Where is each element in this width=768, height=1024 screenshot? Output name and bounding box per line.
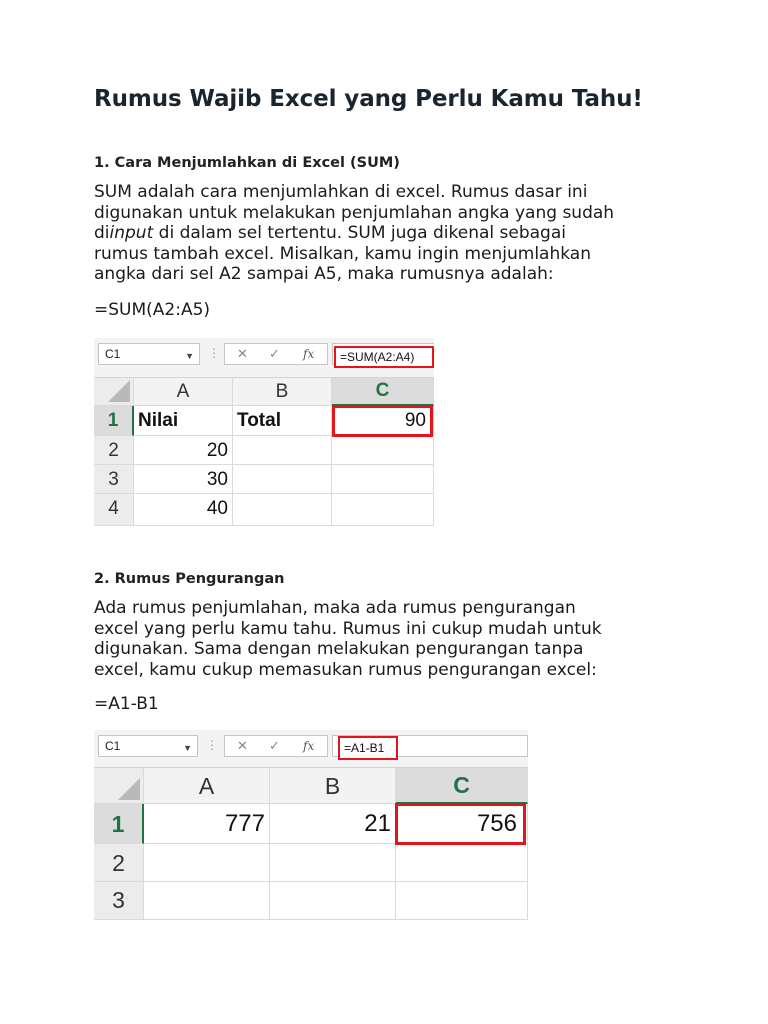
cell-b2[interactable] bbox=[233, 436, 332, 465]
formula-text-highlight: =A1-B1 bbox=[338, 736, 398, 760]
paragraph-line: excel yang perlu kamu tahu. Rumus ini cukup mudah untuk bbox=[94, 618, 602, 639]
cell-a4[interactable]: 40 bbox=[134, 494, 233, 526]
column-header-b[interactable]: B bbox=[233, 378, 332, 406]
splitter-icon[interactable]: ⋮ bbox=[208, 346, 219, 360]
select-all-corner[interactable] bbox=[94, 378, 134, 406]
fx-icon[interactable]: fx bbox=[303, 347, 315, 361]
formula-text-highlight: =SUM(A2:A4) bbox=[334, 346, 434, 368]
cell-a1[interactable]: Nilai bbox=[134, 406, 233, 436]
formula-bar bbox=[94, 338, 434, 378]
selected-cell-highlight bbox=[395, 803, 526, 845]
name-box[interactable] bbox=[98, 735, 198, 757]
cell-b1[interactable]: Total bbox=[233, 406, 332, 436]
column-header-c[interactable]: C bbox=[332, 378, 434, 406]
column-header-a[interactable]: A bbox=[144, 768, 270, 804]
column-header-a[interactable]: A bbox=[134, 378, 233, 406]
check-icon[interactable]: ✓ bbox=[269, 738, 280, 753]
cell-a2[interactable]: 20 bbox=[134, 436, 233, 465]
excel-screenshot-pengurangan bbox=[94, 730, 528, 920]
paragraph-line: excel, kamu cukup memasukan rumus pengurangan excel: bbox=[94, 659, 597, 680]
name-box-value: C1 bbox=[105, 347, 121, 361]
formula-buttons bbox=[224, 735, 328, 757]
select-all-corner[interactable] bbox=[94, 768, 144, 804]
paragraph-line: digunakan untuk melakukan penjumlahan angka yang sudah bbox=[94, 202, 615, 223]
sheet-grid bbox=[94, 378, 434, 526]
cross-icon[interactable]: ✕ bbox=[237, 738, 248, 753]
cell-c3[interactable] bbox=[396, 882, 528, 920]
cell-a3[interactable]: 30 bbox=[134, 465, 233, 494]
paragraph-line: di dalam sel tertentu. SUM juga dikenal sebagai bbox=[153, 223, 566, 243]
cell-a2[interactable] bbox=[144, 844, 270, 882]
cell-b1[interactable]: 21 bbox=[270, 804, 396, 844]
cell-c1[interactable]: 756 bbox=[396, 804, 528, 844]
section-paragraph-pengurangan bbox=[94, 598, 694, 680]
splitter-icon[interactable]: ⋮ bbox=[206, 738, 217, 752]
row-header-4[interactable]: 4 bbox=[94, 494, 134, 526]
paragraph-line: angka dari sel A2 sampai A5, maka rumusnya adalah: bbox=[94, 264, 554, 284]
section-heading-pengurangan: 2. Rumus Pengurangan bbox=[94, 571, 285, 587]
paragraph-line: di bbox=[94, 223, 110, 243]
paragraph-line: digunakan. Sama dengan melakukan pengurangan tanpa bbox=[94, 639, 584, 659]
formula-example-sum: =SUM(A2:A5) bbox=[94, 300, 211, 320]
cell-b3[interactable] bbox=[270, 882, 396, 920]
chevron-down-icon[interactable]: ▼ bbox=[185, 351, 194, 361]
column-header-b[interactable]: B bbox=[270, 768, 396, 804]
paragraph-line: SUM adalah cara menjumlahkan di excel. Rumus dasar ini bbox=[94, 182, 588, 202]
formula-buttons bbox=[224, 343, 328, 365]
fx-icon[interactable]: fx bbox=[303, 739, 315, 753]
formula-example-pengurangan: =A1-B1 bbox=[94, 694, 159, 714]
section-paragraph-sum bbox=[94, 182, 694, 285]
row-header-1[interactable]: 1 bbox=[94, 406, 134, 436]
row-header-2[interactable]: 2 bbox=[94, 436, 134, 465]
chevron-down-icon[interactable]: ▼ bbox=[183, 743, 192, 753]
formula-bar bbox=[94, 730, 528, 768]
cell-c4[interactable] bbox=[332, 494, 434, 526]
cell-b3[interactable] bbox=[233, 465, 332, 494]
check-icon[interactable]: ✓ bbox=[269, 346, 280, 361]
cell-b4[interactable] bbox=[233, 494, 332, 526]
section-heading-sum: 1. Cara Menjumlahkan di Excel (SUM) bbox=[94, 155, 400, 171]
row-header-3[interactable]: 3 bbox=[94, 882, 144, 920]
row-header-2[interactable]: 2 bbox=[94, 844, 144, 882]
cell-c1[interactable]: 90 bbox=[332, 406, 434, 436]
excel-screenshot-sum bbox=[94, 338, 434, 526]
cell-c3[interactable] bbox=[332, 465, 434, 494]
row-header-1[interactable]: 1 bbox=[94, 804, 144, 844]
cross-icon[interactable]: ✕ bbox=[237, 346, 248, 361]
sheet-grid bbox=[94, 768, 528, 920]
row-header-3[interactable]: 3 bbox=[94, 465, 134, 494]
cell-a3[interactable] bbox=[144, 882, 270, 920]
name-box-value: C1 bbox=[105, 739, 121, 753]
cell-c2[interactable] bbox=[332, 436, 434, 465]
cell-c2[interactable] bbox=[396, 844, 528, 882]
name-box[interactable] bbox=[98, 343, 200, 365]
paragraph-emphasis: input bbox=[109, 223, 154, 243]
cell-a1[interactable]: 777 bbox=[144, 804, 270, 844]
paragraph-line: rumus tambah excel. Misalkan, kamu ingin menjumlahkan bbox=[94, 243, 591, 264]
cell-b2[interactable] bbox=[270, 844, 396, 882]
paragraph-line: Ada rumus penjumlahan, maka ada rumus pengurangan bbox=[94, 598, 576, 618]
selected-cell-highlight bbox=[332, 405, 433, 437]
page-title: Rumus Wajib Excel yang Perlu Kamu Tahu! bbox=[94, 86, 643, 112]
column-header-c[interactable]: C bbox=[396, 768, 528, 804]
